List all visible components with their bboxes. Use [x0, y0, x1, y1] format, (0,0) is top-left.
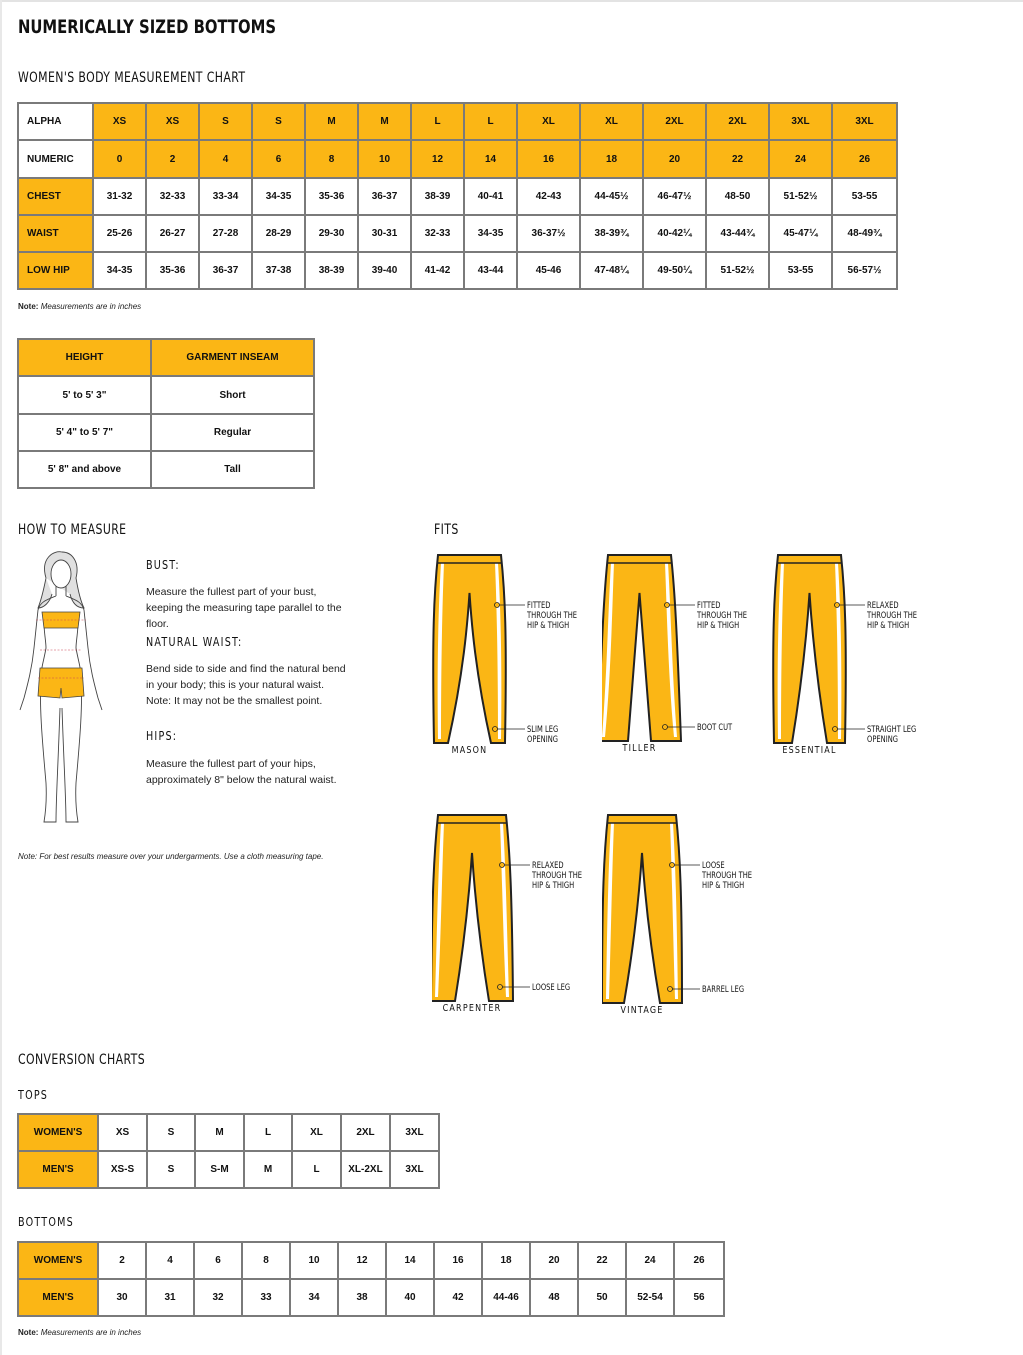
table-cell: 38-39 — [305, 252, 358, 289]
table-cell: L — [411, 103, 464, 140]
hips-text: Measure the fullest part of your hips, approximately 8" below the natural waist. — [146, 758, 337, 786]
table-cell: 53-55 — [769, 252, 832, 289]
table-cell: XL-2XL — [341, 1151, 390, 1188]
table-cell: 30-31 — [358, 215, 411, 252]
table-cell: 6 — [252, 140, 305, 178]
callout-line: OPENING — [527, 735, 558, 745]
table-cell: 24 — [626, 1242, 674, 1279]
callout-line: BARREL LEG — [702, 985, 745, 995]
table-cell: 48-50 — [706, 178, 769, 215]
table-cell: 43-44 — [464, 252, 517, 289]
fit-name: MASON — [451, 745, 488, 756]
table-cell: XS — [93, 103, 146, 140]
table-cell: 45-47¼ — [769, 215, 832, 252]
table-cell: 4 — [146, 1242, 194, 1279]
table-cell: 0 — [93, 140, 146, 178]
callout-line: THROUGH THE — [532, 871, 583, 881]
table-cell: 28-29 — [252, 215, 305, 252]
callout-line: STRAIGHT LEG — [867, 725, 917, 735]
table-cell: 32-33 — [411, 215, 464, 252]
table-cell: 40 — [386, 1279, 434, 1316]
fit-top-callout — [697, 601, 747, 631]
row-label: ALPHA — [18, 103, 93, 140]
table-cell: 38-39 — [411, 178, 464, 215]
table-row — [18, 140, 897, 178]
fit-top-callout — [532, 861, 582, 891]
inseam-value-cell: Tall — [151, 451, 314, 488]
callout-line: FITTED — [697, 601, 721, 611]
table-cell: 3XL — [390, 1114, 439, 1151]
callout-line: HIP & THIGH — [532, 881, 575, 891]
table-cell: 34-35 — [252, 178, 305, 215]
table-cell: 44-45½ — [580, 178, 643, 215]
table-cell: 33 — [242, 1279, 290, 1316]
page-title: NUMERICALLY SIZED BOTTOMS — [18, 16, 277, 38]
table-cell: 48-49¾ — [832, 215, 897, 252]
table-cell: 14 — [386, 1242, 434, 1279]
table-cell: 12 — [338, 1242, 386, 1279]
table-cell: 24 — [769, 140, 832, 178]
table-cell: 26 — [674, 1242, 724, 1279]
callout-line: OPENING — [867, 735, 898, 745]
table-cell: 49-50¼ — [643, 252, 706, 289]
table-cell: 29-30 — [305, 215, 358, 252]
table-cell: 53-55 — [832, 178, 897, 215]
fit-top-callout — [527, 601, 577, 631]
pant-fit-illustration — [432, 813, 602, 1011]
table-cell: 32 — [194, 1279, 242, 1316]
callout-line: THROUGH THE — [697, 611, 748, 621]
table-cell: 38-39¾ — [580, 215, 643, 252]
table-cell: 42-43 — [517, 178, 580, 215]
body-chart-heading: WOMEN'S BODY MEASUREMENT CHART — [18, 70, 246, 86]
fit-bottom-callout — [702, 985, 744, 995]
fit-bottom-callout — [527, 725, 558, 745]
table-cell: 33-34 — [199, 178, 252, 215]
pant-fit-illustration — [602, 813, 772, 1013]
table-row — [18, 215, 897, 252]
table-cell: 18 — [482, 1242, 530, 1279]
callout-line: HIP & THIGH — [697, 621, 740, 631]
table-cell: L — [464, 103, 517, 140]
row-label: CHEST — [18, 178, 93, 215]
table-cell: 26 — [832, 140, 897, 178]
body-measurement-table — [17, 102, 898, 290]
callout-line: SLIM LEG — [527, 725, 559, 735]
callout-line: LOOSE — [702, 861, 725, 871]
table-cell: 2 — [146, 140, 199, 178]
table-cell: 35-36 — [146, 252, 199, 289]
table-cell: 52-54 — [626, 1279, 674, 1316]
row-label: WAIST — [18, 215, 93, 252]
table-cell: 3XL — [832, 103, 897, 140]
row-label: WOMEN'S — [18, 1114, 98, 1151]
callout-line: RELAXED — [532, 861, 564, 871]
body-chart-note: Note: Measurements are in inches — [18, 302, 142, 311]
row-label: NUMERIC — [18, 140, 93, 178]
table-cell: 8 — [242, 1242, 290, 1279]
inseam-table — [17, 338, 315, 489]
table-row — [18, 103, 897, 140]
callout-line: THROUGH THE — [867, 611, 918, 621]
table-cell: 40-41 — [464, 178, 517, 215]
table-cell: 50 — [578, 1279, 626, 1316]
table-cell: 18 — [580, 140, 643, 178]
table-cell: 41-42 — [411, 252, 464, 289]
pant-fit-illustration — [432, 553, 597, 753]
table-cell: 2XL — [341, 1114, 390, 1151]
callout-line: HIP & THIGH — [702, 881, 745, 891]
table-cell: 43-44¾ — [706, 215, 769, 252]
bottoms-heading: BOTTOMS — [18, 1215, 74, 1229]
table-cell: 56-57½ — [832, 252, 897, 289]
conversion-heading: CONVERSION CHARTS — [18, 1052, 146, 1068]
natural-waist-text: Bend side to side and find the natural bend in your body; this is your natural waist. Note: It may not be the smallest point. — [146, 663, 346, 707]
table-row — [18, 178, 897, 215]
table-cell: 4 — [199, 140, 252, 178]
table-cell: 3XL — [390, 1151, 439, 1188]
table-cell: 2XL — [706, 103, 769, 140]
bottoms-conversion-table — [17, 1241, 725, 1317]
table-cell: 38 — [338, 1279, 386, 1316]
table-cell: 48 — [530, 1279, 578, 1316]
callout-line: RELAXED — [867, 601, 899, 611]
table-row — [18, 1151, 439, 1188]
fit-bottom-callout — [697, 723, 732, 733]
callout-line: THROUGH THE — [702, 871, 753, 881]
row-label: WOMEN'S — [18, 1242, 98, 1279]
table-row — [18, 376, 314, 414]
table-cell: 34 — [290, 1279, 338, 1316]
conversion-note: Note: Measurements are in inches — [18, 1328, 142, 1337]
callout-line: BOOT CUT — [697, 723, 733, 733]
table-cell: 42 — [434, 1279, 482, 1316]
table-cell: 20 — [643, 140, 706, 178]
table-cell: 16 — [517, 140, 580, 178]
pant-fit-illustration — [772, 553, 937, 753]
bust-text: Measure the fullest part of your bust, keeping the measuring tape parallel to the floor. — [146, 586, 342, 630]
inseam-value-cell: Regular — [151, 414, 314, 451]
table-row — [18, 252, 897, 289]
fit-top-callout — [867, 601, 917, 631]
row-label: MEN'S — [18, 1279, 98, 1316]
body-figure-illustration — [10, 548, 110, 838]
table-cell: 36-37 — [358, 178, 411, 215]
table-cell: 45-46 — [517, 252, 580, 289]
table-row — [18, 414, 314, 451]
table-cell: 47-48¼ — [580, 252, 643, 289]
table-cell: 20 — [530, 1242, 578, 1279]
table-cell: 22 — [578, 1242, 626, 1279]
table-cell: S — [252, 103, 305, 140]
table-cell: M — [244, 1151, 292, 1188]
table-cell: 46-47½ — [643, 178, 706, 215]
inseam-height-cell: 5' 4" to 5' 7" — [18, 414, 151, 451]
table-cell: M — [195, 1114, 244, 1151]
table-cell: 51-52½ — [706, 252, 769, 289]
row-label: MEN'S — [18, 1151, 98, 1188]
table-cell: 37-38 — [252, 252, 305, 289]
fit-name: CARPENTER — [442, 1003, 502, 1014]
table-cell: 25-26 — [93, 215, 146, 252]
bust-title: BUST: — [146, 558, 180, 572]
fits-heading: FITS — [434, 522, 459, 538]
natural-waist-title: NATURAL WAIST: — [146, 635, 243, 649]
table-cell: 10 — [290, 1242, 338, 1279]
left-border — [0, 0, 2, 1355]
inseam-header-height: HEIGHT — [18, 339, 151, 376]
table-row — [18, 1114, 439, 1151]
fit-bottom-callout — [532, 983, 570, 993]
fit-top-callout — [702, 861, 752, 891]
table-cell: 32-33 — [146, 178, 199, 215]
table-cell: 56 — [674, 1279, 724, 1316]
inseam-value-cell: Short — [151, 376, 314, 414]
fit-name: TILLER — [622, 743, 657, 754]
table-cell: XL — [580, 103, 643, 140]
table-cell: L — [292, 1151, 341, 1188]
fit-name: VINTAGE — [620, 1005, 664, 1016]
fit-name: ESSENTIAL — [782, 745, 837, 756]
hips-title: HIPS: — [146, 729, 178, 743]
inseam-height-cell: 5' to 5' 3" — [18, 376, 151, 414]
table-cell: S — [147, 1151, 195, 1188]
table-cell: S — [199, 103, 252, 140]
fit-bottom-callout — [867, 725, 916, 745]
table-cell: M — [305, 103, 358, 140]
tops-conversion-table — [17, 1113, 440, 1189]
table-cell: M — [358, 103, 411, 140]
row-label: LOW HIP — [18, 252, 93, 289]
table-cell: 39-40 — [358, 252, 411, 289]
table-cell: 36-37 — [199, 252, 252, 289]
table-cell: 10 — [358, 140, 411, 178]
table-row — [18, 1279, 724, 1316]
table-cell: XS — [146, 103, 199, 140]
table-cell: 34-35 — [93, 252, 146, 289]
callout-line: FITTED — [527, 601, 551, 611]
table-cell: 35-36 — [305, 178, 358, 215]
table-cell: 30 — [98, 1279, 146, 1316]
table-cell: S — [147, 1114, 195, 1151]
callout-line: HIP & THIGH — [527, 621, 570, 631]
how-to-measure-heading: HOW TO MEASURE — [18, 522, 127, 538]
table-cell: L — [244, 1114, 292, 1151]
tops-heading: TOPS — [18, 1088, 49, 1102]
table-cell: 34-35 — [464, 215, 517, 252]
table-cell: 51-52½ — [769, 178, 832, 215]
table-cell: XL — [292, 1114, 341, 1151]
table-cell: XS-S — [98, 1151, 147, 1188]
inseam-header-inseam: GARMENT INSEAM — [151, 339, 314, 376]
table-row — [18, 1242, 724, 1279]
table-cell: 2XL — [643, 103, 706, 140]
top-border — [0, 0, 1023, 2]
table-cell: 31-32 — [93, 178, 146, 215]
measure-note: Note: For best results measure over your undergarments. Use a cloth measuring tape. — [18, 852, 324, 861]
table-cell: 22 — [706, 140, 769, 178]
table-cell: 40-42¼ — [643, 215, 706, 252]
table-cell: 6 — [194, 1242, 242, 1279]
table-cell: 44-46 — [482, 1279, 530, 1316]
callout-line: HIP & THIGH — [867, 621, 910, 631]
table-cell: 27-28 — [199, 215, 252, 252]
callout-line: THROUGH THE — [527, 611, 578, 621]
table-row — [18, 451, 314, 488]
table-cell: 26-27 — [146, 215, 199, 252]
pant-fit-illustration — [602, 553, 767, 751]
table-cell: 2 — [98, 1242, 146, 1279]
table-cell: 12 — [411, 140, 464, 178]
table-cell: 16 — [434, 1242, 482, 1279]
table-cell: S-M — [195, 1151, 244, 1188]
table-cell: 14 — [464, 140, 517, 178]
table-cell: 3XL — [769, 103, 832, 140]
callout-line: LOOSE LEG — [532, 983, 571, 993]
table-cell: 31 — [146, 1279, 194, 1316]
table-cell: XL — [517, 103, 580, 140]
table-cell: XS — [98, 1114, 147, 1151]
table-cell: 36-37½ — [517, 215, 580, 252]
table-cell: 8 — [305, 140, 358, 178]
inseam-height-cell: 5' 8" and above — [18, 451, 151, 488]
